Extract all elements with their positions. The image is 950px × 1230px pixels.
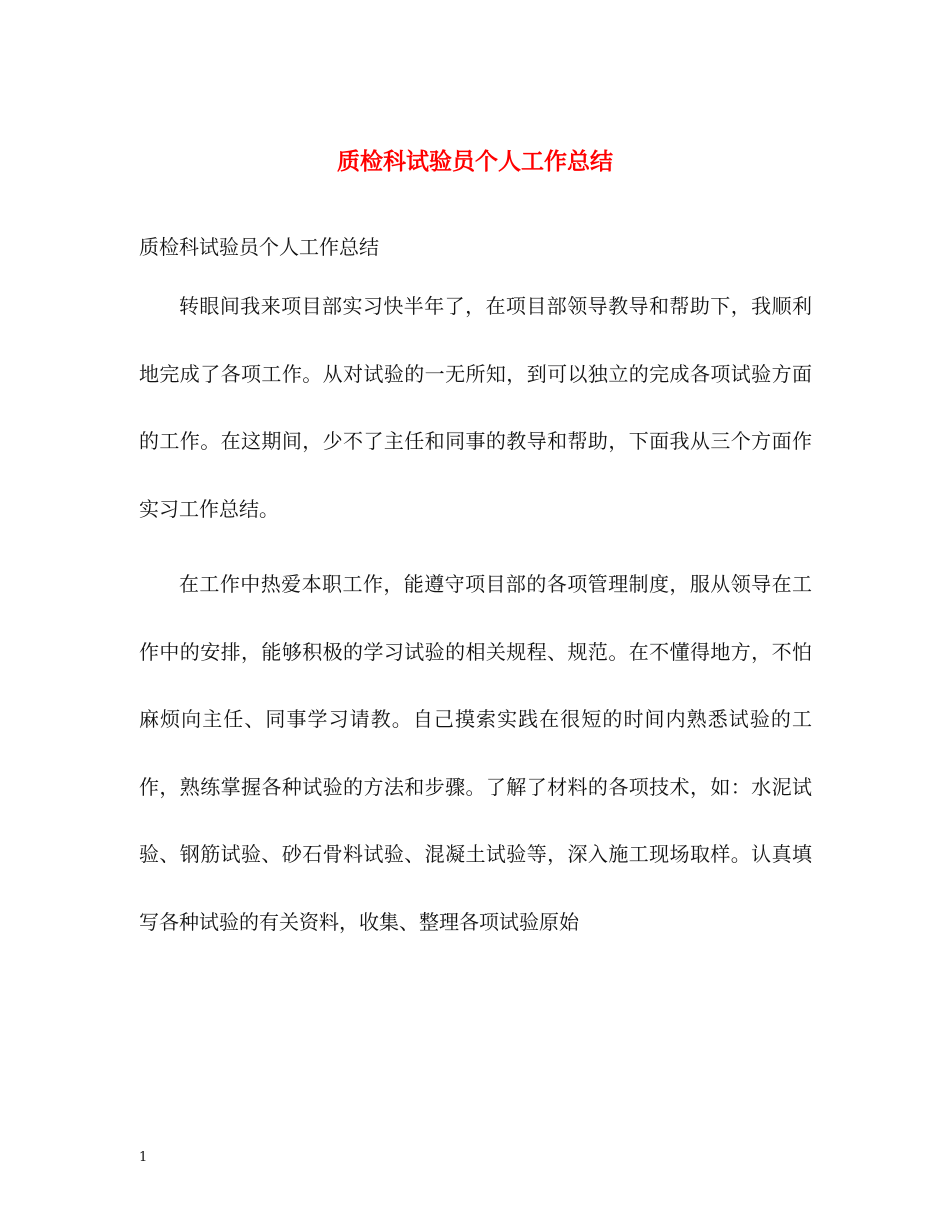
page-number: 1 — [139, 1150, 148, 1165]
body-paragraph: 在工作中热爱本职工作，能遵守项目部的各项管理制度，服从领导在工作中的安排，能够积极的学习试验的相关规程、规范。在不懂得地方，不怕麻烦向主任、同事学习请教。自己摸索实践在很短的时间内熟悉试验的工作，熟练掌握各种试验的方法和步骤。了解了材料的各项技术，如：水泥试验、钢筋试验、砂石骨料试验、混凝土试验等，深入施工现场取样。认真填写各种试验的有关资料，收集、整理各项试验原始 — [139, 572, 812, 934]
document-subtitle: 质检科试验员个人工作总结 — [139, 235, 379, 259]
page-title: 质检科试验员个人工作总结 — [337, 148, 613, 175]
body-paragraph: 转眼间我来项目部实习快半年了，在项目部领导教导和帮助下，我顺利地完成了各项工作。从对试验的一无所知，到可以独立的完成各项试验方面的工作。在这期间，少不了主任和同事的教导和帮助，下面我从三个方面作实习工作总结。 — [139, 294, 812, 521]
